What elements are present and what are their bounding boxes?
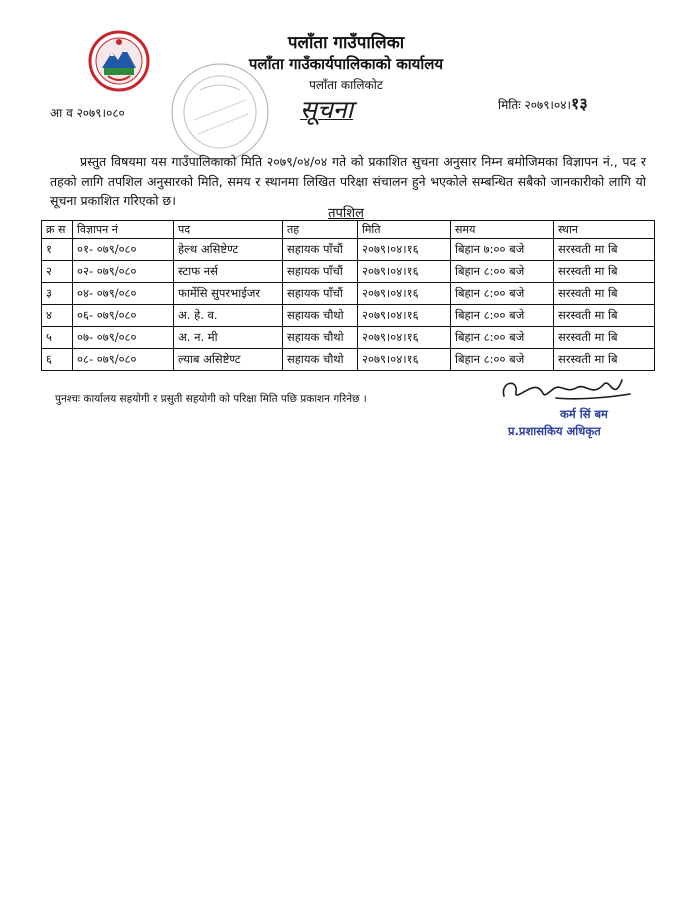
cell-date: २०७९।०४।१६ xyxy=(358,283,451,305)
header-time: समय xyxy=(451,221,554,239)
cell-level: सहायक पाँचौं xyxy=(283,239,358,261)
office-location: पलाँता कालिकोट xyxy=(309,78,383,92)
cell-level: सहायक पाँचौं xyxy=(283,283,358,305)
table-header-row xyxy=(42,221,655,239)
cell-level: सहायक चौथो xyxy=(283,305,358,327)
signatory-name: कर्म सिं बम xyxy=(560,407,608,421)
cell-post: स्टाफ नर्स xyxy=(174,261,283,283)
cell-advertisement-no: ०७- ०७९/०८० xyxy=(73,327,174,349)
notice-date xyxy=(498,92,588,114)
header-date: मिति xyxy=(358,221,451,239)
cell-level: सहायक चौथो xyxy=(283,327,358,349)
notice-title: सूचना xyxy=(300,95,354,124)
cell-serial: ५ xyxy=(42,327,73,349)
exam-schedule-table xyxy=(41,220,655,371)
cell-venue: सरस्वती मा बि xyxy=(554,239,655,261)
postscript-note: पुनश्चः कार्यालय सहयोगी र प्रसुती सहयोगी को परिक्षा मिति पछि प्रकाशन गरिनेछ । xyxy=(55,393,367,405)
cell-date: २०७९।०४।१६ xyxy=(358,239,451,261)
table-row xyxy=(42,305,655,327)
cell-time: बिहान ८:०० बजे xyxy=(451,327,554,349)
cell-post: फार्मेसि सुपरभाईजर xyxy=(174,283,283,305)
cell-serial: २ xyxy=(42,261,73,283)
header-venue: स्थान xyxy=(554,221,655,239)
cell-venue: सरस्वती मा बि xyxy=(554,283,655,305)
cell-post: अ. न. मी xyxy=(174,327,283,349)
notice-body xyxy=(50,152,646,211)
cell-serial: ४ xyxy=(42,305,73,327)
header-post: पद xyxy=(174,221,283,239)
cell-serial: ६ xyxy=(42,349,73,371)
cell-serial: ३ xyxy=(42,283,73,305)
date-label: मितिः २०७९।०४। xyxy=(498,98,572,112)
header-serial: क्र स xyxy=(42,221,73,239)
cell-time: बिहान ७:०० बजे xyxy=(451,239,554,261)
notice-body-text: प्रस्तुत विषयमा यस गाउँपालिकाको मिति २०७९/०४/०४ गते को प्रकाशित सुचना अनुसार निम्न बमोजिमका विज्ञापन नं., पद र तहको लागि तपशिल अनुसारको मिति, समय र स्थानमा लिखित परिक्षा संचालन हुने भएकोले सम्बन्धित सबैको जानकारीको लागि यो सूचना प्रकाशित गरिएको छ। xyxy=(50,154,646,208)
office-name: पलाँता गाउँकार्यपालिकाको कार्यालय xyxy=(248,55,444,73)
cell-advertisement-no: ०८- ०७९/०८० xyxy=(73,349,174,371)
cell-level: सहायक चौथो xyxy=(283,349,358,371)
cell-time: बिहान ८:०० बजे xyxy=(451,349,554,371)
table-row xyxy=(42,327,655,349)
cell-time: बिहान ८:०० बजे xyxy=(451,261,554,283)
table-row xyxy=(42,239,655,261)
municipality-name: पलाँता गाउँपालिका xyxy=(287,33,405,53)
signatory-title-stamp: प्र.प्रशासकिय अधिकृत xyxy=(508,424,601,438)
table-row xyxy=(42,283,655,305)
cell-advertisement-no: ०१- ०७९/०८० xyxy=(73,239,174,261)
cell-post: हेल्थ असिष्टेण्ट xyxy=(174,239,283,261)
cell-date: २०७९।०४।१६ xyxy=(358,261,451,283)
header-level: तह xyxy=(283,221,358,239)
header-advertisement-no: विज्ञापन नं xyxy=(73,221,174,239)
cell-date: २०७९।०४।१६ xyxy=(358,305,451,327)
cell-advertisement-no: ०२- ०७९/०८० xyxy=(73,261,174,283)
cell-venue: सरस्वती मा बि xyxy=(554,327,655,349)
table-caption: तपशिल xyxy=(328,206,364,221)
handwritten-signature xyxy=(496,368,636,408)
cell-venue: सरस्वती मा बि xyxy=(554,305,655,327)
cell-time: बिहान ८:०० बजे xyxy=(451,305,554,327)
cell-post: अ. हे. व. xyxy=(174,305,283,327)
date-handwritten-day: १३ xyxy=(571,94,588,113)
cell-time: बिहान ८:०० बजे xyxy=(451,283,554,305)
cell-date: २०७९।०४।१६ xyxy=(358,349,451,371)
cell-date: २०७९।०४।१६ xyxy=(358,327,451,349)
fiscal-year: आ व २०७९।०८० xyxy=(50,106,125,120)
cell-venue: सरस्वती मा बि xyxy=(554,261,655,283)
cell-advertisement-no: ०४- ०७९/०८० xyxy=(73,283,174,305)
cell-venue: सरस्वती मा बि xyxy=(554,349,655,371)
table-row xyxy=(42,261,655,283)
cell-serial: १ xyxy=(42,239,73,261)
cell-advertisement-no: ०६- ०७९/०८० xyxy=(73,305,174,327)
cell-post: ल्याब असिष्टेण्ट xyxy=(174,349,283,371)
cell-level: सहायक पाँचौं xyxy=(283,261,358,283)
